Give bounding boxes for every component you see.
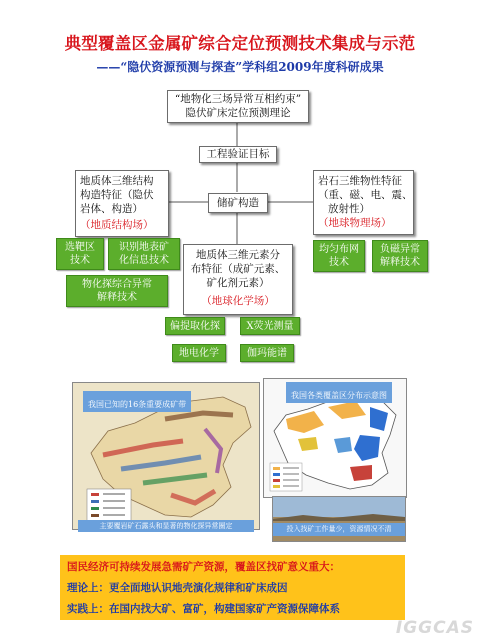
mineral-belt-map [72,382,260,530]
covered-area-map-title: 我国各类覆盖区分布示意图 [291,391,387,400]
method-label: 解释技术 [380,257,420,268]
method-uniform-grid [313,240,365,272]
method-xrf: X荧光测量 [240,317,300,335]
mineral-belt-map-title-badge [83,391,191,412]
geology-line-2: 构造特征（隐伏 [80,189,154,201]
watermark-logo: IGGCAS [395,618,474,638]
method-label: 化信息技术 [119,255,169,266]
theory-line-2: 隐伏矿床定位预测理论 [185,107,291,119]
covered-area-map [263,378,407,498]
geology-line-1: 地质体三维结构 [80,175,154,187]
page-subtitle: ——“隐伏资源预测与探查”学科组2009年度科研成果 [96,60,384,74]
geochemistry-line-1: 地质体三维元素分 [196,249,280,261]
ore-structure-box: 储矿构造 [208,193,268,213]
method-negative-magnetic [372,240,428,272]
mineral-belt-map-title: 我国已知的16条重要成矿带 [88,400,187,409]
geochemistry-line-3: 矿化剂元素） [206,277,270,289]
method-label: 技术 [329,257,349,268]
method-partial-extraction: 偏提取化探 [165,317,225,335]
method-label: 技术 [70,255,90,266]
mineral-belt-map-caption-badge [78,520,254,532]
method-label: 负磁异常 [380,244,420,255]
significance-line-1: 国民经济可持续发展急需矿产资源，覆盖区找矿意义重大： [67,561,340,573]
method-label: 解释技术 [97,292,137,303]
geology-field-tag: （地质结构场） [80,219,154,231]
page-title: 典型覆盖区金属矿综合定位预测技术集成与示范 [64,34,416,53]
significance-line-2: 理论上：更全面地认识地壳演化规律和矿床成因 [67,582,288,594]
geochemistry-line-2: 布特征（成矿元素、 [190,263,286,275]
geology-structure-box [75,170,169,237]
field-photo-caption-badge [273,523,405,536]
geochemistry-field-tag: （地球化学场） [201,295,275,307]
theory-line-1: “地物化三场异常互相约束” [174,93,302,105]
geophysics-box [313,170,414,235]
method-label: 识别地表矿 [119,242,169,253]
geochemistry-box [183,244,293,315]
mineral-belt-map-caption: 主要覆岩矿石露头和显著的物化探异常圈定 [99,522,233,530]
method-anomaly-interpretation [66,275,168,307]
field-photo-caption: 投入找矿工作量少，资源情况不清 [286,525,392,533]
method-gamma-spectrum: 伽玛能谱 [240,344,294,362]
method-geoelectrochemistry: 地电化学 [172,344,226,362]
geophysics-line-1: 岩石三维物性特征 [318,175,402,187]
significance-line-3: 实践上：在国内找大矿、富矿，构建国家矿产资源保障体系 [67,603,340,615]
geophysics-line-2: （重、磁、电、震、 [318,189,413,201]
covered-area-map-title-badge [286,382,392,403]
geophysics-line-3: 放射性） [328,203,370,215]
significance-box [60,555,405,620]
method-label: 均匀布网 [319,244,359,255]
geophysics-field-tag: （地球物理场） [318,217,392,229]
method-target-selection [56,238,104,270]
method-label: 物化探综合异常 [82,279,152,290]
verify-target-box: 工程验证目标 [199,146,277,163]
theory-box [167,90,309,123]
method-label: 选靶区 [65,242,95,253]
method-surface-mineral-info [108,238,180,270]
field-photo [272,496,406,542]
geology-line-3: 岩体、构造） [80,203,143,215]
